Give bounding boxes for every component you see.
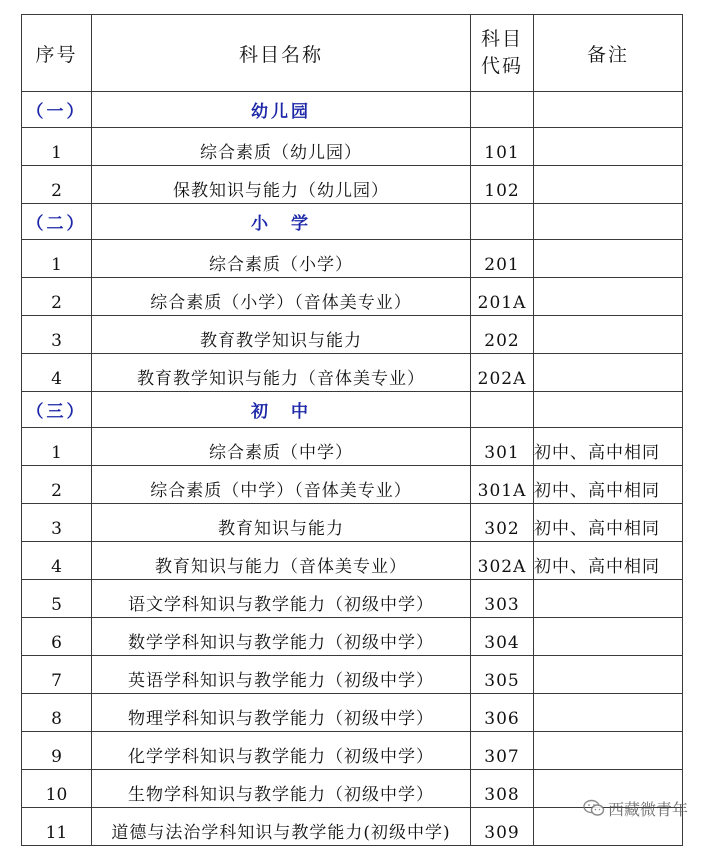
section-row [22,204,683,240]
row-subject-code [471,92,534,128]
row-subject-code: 309 [471,808,534,846]
row-subject-code: 201A [471,278,534,316]
row-subject-code: 303 [471,580,534,618]
row-subject-code [471,392,534,428]
row-seq: 9 [22,732,92,770]
row-seq: 1 [22,428,92,466]
row-subject-code [471,204,534,240]
row-subject-code: 201 [471,240,534,278]
row-remark: 初中、高中相同 [534,466,683,504]
row-subject-code: 301A [471,466,534,504]
row-subject-code: 202A [471,354,534,392]
row-remark [534,240,683,278]
row-subject-name: 物理学科知识与教学能力（初级中学） [92,694,471,732]
section-row [22,92,683,128]
row-subject-name: 综合素质（小学） [92,240,471,278]
row-remark [534,580,683,618]
row-subject-name: 英语学科知识与教学能力（初级中学） [92,656,471,694]
row-subject-name: 教育知识与能力 [92,504,471,542]
row-subject-code: 306 [471,694,534,732]
row-subject-code: 101 [471,128,534,166]
watermark-text: 西藏微青年 [608,799,689,819]
row-subject-code: 307 [471,732,534,770]
row-remark [534,392,683,428]
row-seq: 1 [22,128,92,166]
row-subject-code: 305 [471,656,534,694]
row-seq: 2 [22,166,92,204]
row-subject-name: 初 中 [92,392,471,428]
table-body [22,92,683,846]
row-seq: （二） [22,204,92,240]
row-subject-name: 幼儿园 [92,92,471,128]
row-seq: （一） [22,92,92,128]
header-subject-code [471,15,534,92]
row-subject-name: 综合素质（中学） [92,428,471,466]
table-row [22,466,683,504]
row-remark: 初中、高中相同 [534,504,683,542]
table-row [22,354,683,392]
header-code-line1: 科目 [480,28,523,50]
row-seq: 1 [22,240,92,278]
wechat-icon [583,799,605,817]
row-seq: 11 [22,808,92,846]
row-subject-name: 数学学科知识与教学能力（初级中学） [92,618,471,656]
row-subject-name: 生物学科知识与教学能力（初级中学） [92,770,471,808]
section-row [22,392,683,428]
row-subject-name: 小 学 [92,204,471,240]
watermark [583,795,688,821]
row-subject-name: 保教知识与能力（幼儿园） [92,166,471,204]
table-row [22,428,683,466]
row-subject-code: 102 [471,166,534,204]
row-remark [534,316,683,354]
header-subject-name: 科目名称 [92,15,471,92]
table-row [22,618,683,656]
row-seq: 3 [22,504,92,542]
row-subject-code: 301 [471,428,534,466]
table-row [22,128,683,166]
table-row [22,278,683,316]
row-seq: 5 [22,580,92,618]
row-remark [534,278,683,316]
row-subject-name: 综合素质（小学）（音体美专业） [92,278,471,316]
row-seq: 10 [22,770,92,808]
row-remark [534,92,683,128]
row-seq: 4 [22,542,92,580]
row-remark [534,128,683,166]
row-remark [534,354,683,392]
row-subject-name: 教育教学知识与能力 [92,316,471,354]
row-seq: （三） [22,392,92,428]
table-row [22,166,683,204]
subject-table [21,14,683,846]
row-seq: 2 [22,278,92,316]
header-remark: 备注 [534,15,683,92]
row-subject-name: 化学学科知识与教学能力（初级中学） [92,732,471,770]
row-remark [534,166,683,204]
table-row [22,240,683,278]
row-subject-code: 308 [471,770,534,808]
row-seq: 3 [22,316,92,354]
table-row [22,694,683,732]
row-subject-code: 202 [471,316,534,354]
row-remark: 初中、高中相同 [534,428,683,466]
row-seq: 2 [22,466,92,504]
row-remark [534,618,683,656]
row-subject-code: 304 [471,618,534,656]
row-subject-name: 综合素质（中学）（音体美专业） [92,466,471,504]
row-seq: 7 [22,656,92,694]
table-row [22,316,683,354]
row-remark: 初中、高中相同 [534,542,683,580]
table-row [22,542,683,580]
row-seq: 8 [22,694,92,732]
table-row [22,504,683,542]
row-remark [534,656,683,694]
row-seq: 6 [22,618,92,656]
row-subject-code: 302 [471,504,534,542]
table-row [22,732,683,770]
row-remark [534,732,683,770]
row-remark [534,694,683,732]
header-seq: 序号 [22,15,92,92]
row-subject-name: 道德与法治学科知识与教学能力(初级中学) [92,808,471,846]
row-remark [534,204,683,240]
row-subject-name: 语文学科知识与教学能力（初级中学） [92,580,471,618]
table-row [22,656,683,694]
header-row [22,15,683,92]
header-code-line2: 代码 [480,55,523,77]
table-row [22,580,683,618]
row-seq: 4 [22,354,92,392]
row-subject-name: 综合素质（幼儿园） [92,128,471,166]
row-subject-name: 教育教学知识与能力（音体美专业） [92,354,471,392]
row-subject-name: 教育知识与能力（音体美专业） [92,542,471,580]
row-subject-code: 302A [471,542,534,580]
